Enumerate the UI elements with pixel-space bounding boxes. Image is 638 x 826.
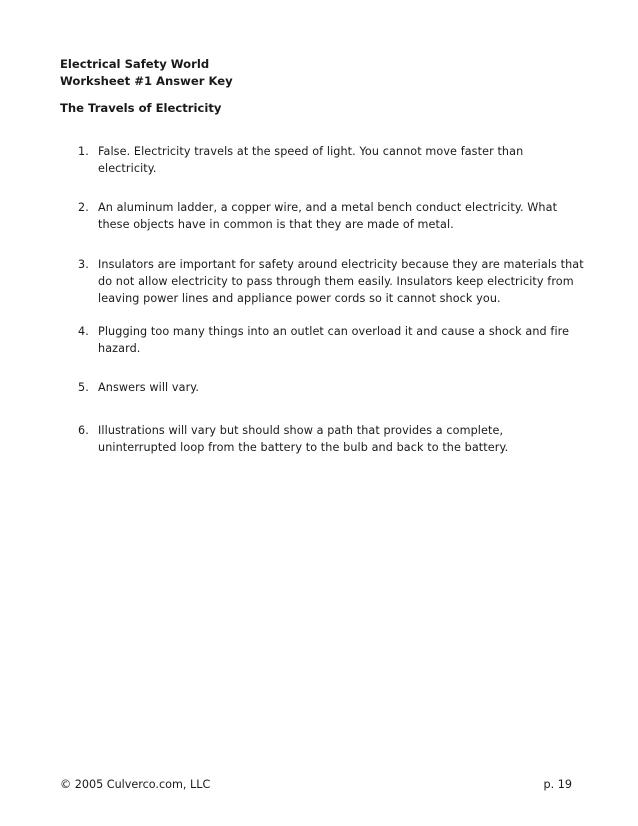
copyright-notice: © 2005 Culverco.com, LLC [60,778,211,791]
answer-item [78,143,598,177]
answer-number: 1. [78,145,89,158]
answer-item [78,379,598,396]
answer-item [78,422,598,456]
section-title: The Travels of Electricity [60,101,222,115]
answer-text: Insulators are important for safety around electricity because they are materials that do not allow electricity to pass through them easily. Insulators keep electricity from leaving power lines and appliance power cords so it cannot shock you. [98,258,584,305]
answer-number: 3. [78,258,89,271]
answer-text: Plugging too many things into an outlet can overload it and cause a shock and fire hazard. [98,325,570,355]
answer-item [78,199,598,233]
answer-item [78,323,598,357]
answer-text: Answers will vary. [98,381,200,394]
answer-number: 2. [78,201,89,214]
answer-number: 4. [78,325,89,338]
document-title: Electrical Safety World [60,57,210,71]
answer-item [78,256,598,307]
answer-number: 6. [78,424,89,437]
page-number: p. 19 [543,778,572,791]
answer-text: False. Electricity travels at the speed of light. You cannot move faster than electricity. [98,145,524,175]
document-subtitle: Worksheet #1 Answer Key [60,74,233,88]
answer-text: An aluminum ladder, a copper wire, and a metal bench conduct electricity. What these objects have in common is that they are made of metal. [98,201,558,231]
answer-number: 5. [78,381,89,394]
answer-text: Illustrations will vary but should show a path that provides a complete, uninterrupted loop from the battery to the bulb and back to the battery. [98,424,509,454]
